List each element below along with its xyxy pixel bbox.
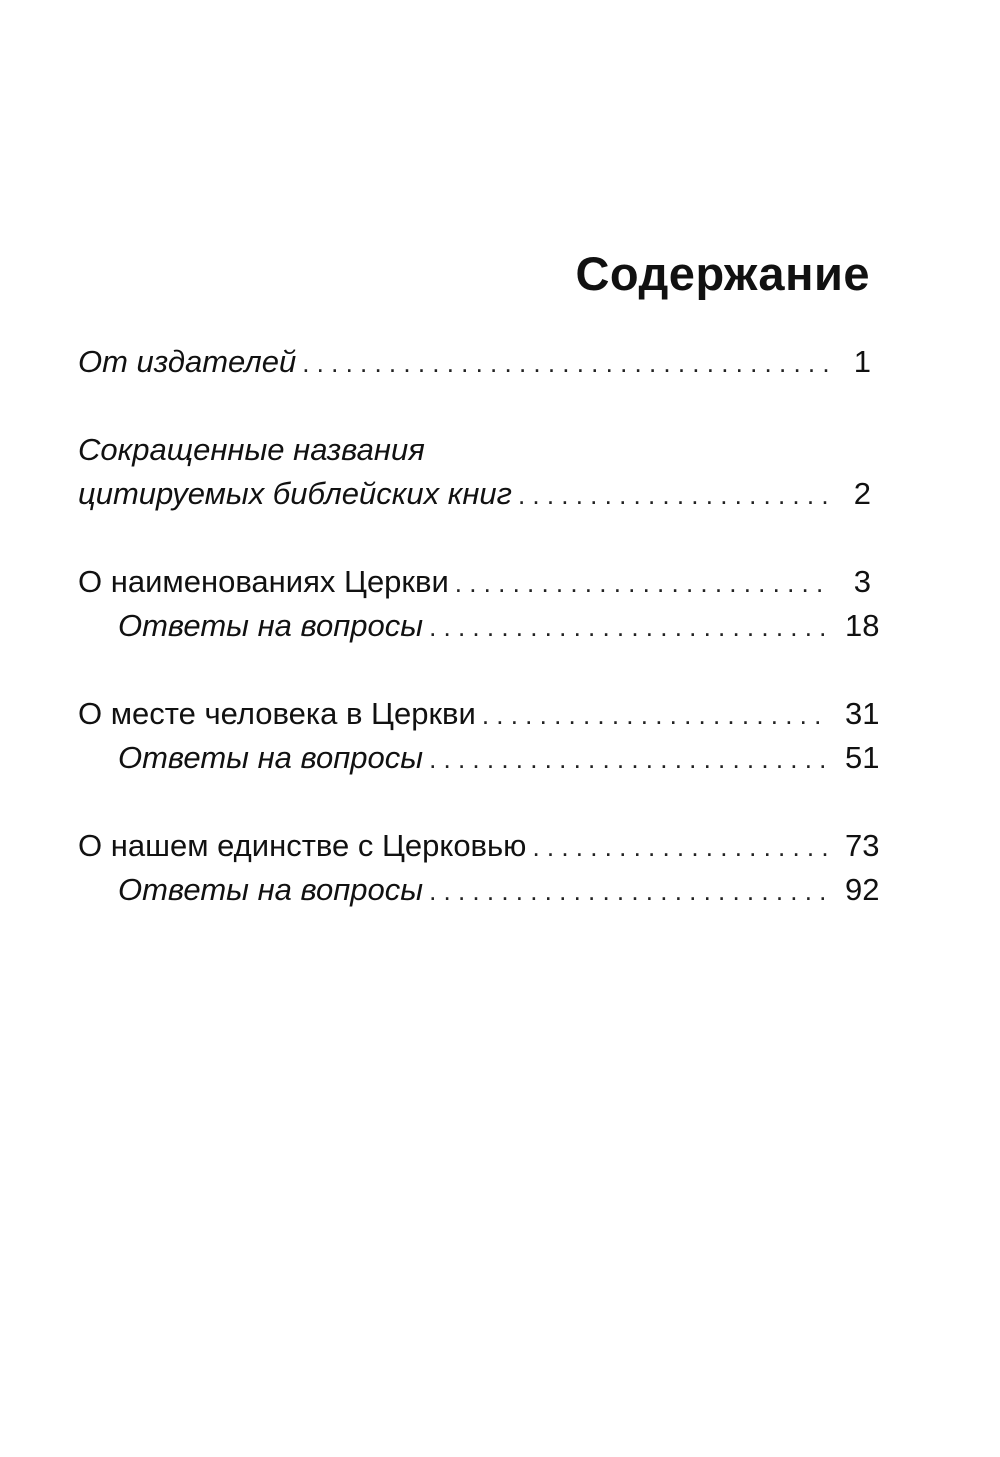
toc-page-number: 92 (845, 872, 880, 907)
toc-entry-label: О наименованиях Церкви (78, 560, 455, 604)
toc-entry-label: О нашем единстве с Церковью (78, 824, 532, 868)
toc-entry-chapter-3[interactable] (78, 824, 880, 868)
toc-subentry-label: Ответы на вопросы (118, 604, 429, 648)
toc-subentry-chapter-1-answers[interactable] (78, 604, 880, 648)
dot-leader (482, 693, 831, 737)
toc-entry-label-line2: цитируемых библейских книг (78, 472, 518, 516)
toc-subentry-label: Ответы на вопросы (118, 868, 429, 912)
toc-subentry-chapter-3-answers[interactable] (78, 868, 880, 912)
dot-leader (532, 825, 831, 869)
page-title: Содержание (575, 247, 870, 300)
toc-page-number: 51 (845, 740, 880, 775)
dot-leader (518, 473, 831, 517)
toc-entry-label-line1: Сокращенные названия (78, 432, 425, 467)
toc-entry-from-publishers[interactable] (78, 340, 871, 384)
toc-page-number: 18 (845, 608, 880, 643)
toc-page-number: 3 (853, 564, 871, 599)
dot-leader (455, 561, 831, 605)
toc-entry-label: От издателей (78, 340, 302, 384)
toc-page-number: 2 (853, 476, 871, 511)
dot-leader (429, 605, 831, 649)
toc-entry-label: О месте человека в Церкви (78, 692, 482, 736)
table-of-contents (78, 340, 880, 912)
toc-entry-chapter-1[interactable] (78, 560, 871, 604)
toc-page-number: 1 (853, 344, 871, 379)
toc-subentry-label: Ответы на вопросы (118, 736, 429, 780)
toc-page-number: 31 (845, 696, 880, 731)
toc-entry-chapter-2[interactable] (78, 692, 880, 736)
toc-subentry-chapter-2-answers[interactable] (78, 736, 880, 780)
toc-entry-abbreviations[interactable] (78, 428, 871, 516)
dot-leader (302, 341, 831, 385)
toc-page-number: 73 (845, 828, 880, 863)
dot-leader (429, 737, 831, 781)
dot-leader (429, 869, 831, 913)
